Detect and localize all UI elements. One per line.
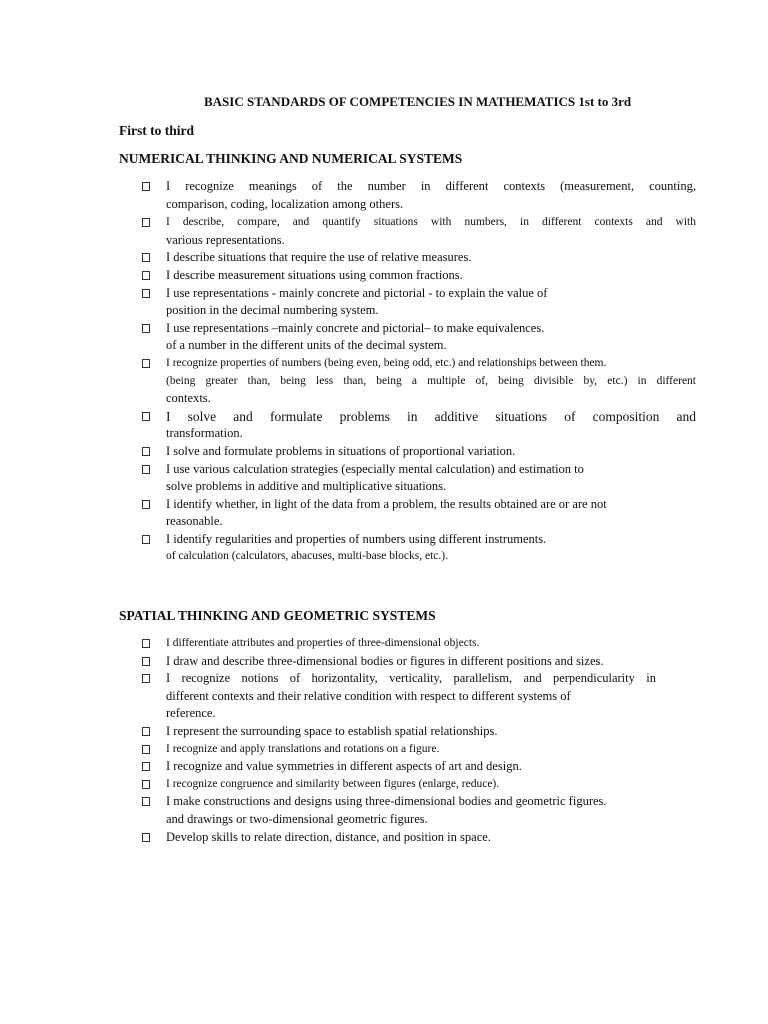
checkbox-bullet-icon — [142, 780, 150, 789]
document-subtitle: First to third — [119, 123, 194, 138]
list-item — [140, 670, 696, 723]
list-item — [140, 285, 696, 320]
checkbox-bullet-icon — [142, 500, 150, 509]
checkbox-bullet-icon — [142, 535, 150, 544]
item-text: I recognize and apply translations and rotations on a figure. — [166, 742, 440, 755]
item-text: different contexts and their relative condition with respect to different systems of — [166, 688, 571, 703]
item-text: I solve and formulate problems in situations of proportional variation. — [166, 443, 516, 458]
item-text: of a number in the different units of the decimal system. — [166, 338, 447, 353]
item-text: various representations. — [166, 232, 285, 247]
list-item — [140, 793, 696, 828]
list-item — [140, 653, 696, 671]
item-text: I identify regularities and properties of numbers using different instruments. — [166, 531, 547, 546]
numerical-list — [140, 178, 696, 566]
checkbox-bullet-icon — [142, 412, 150, 421]
item-text: of calculation (calculators, abacuses, multi-base blocks, etc.). — [166, 550, 448, 563]
checkbox-bullet-icon — [142, 447, 150, 456]
checkbox-bullet-icon — [142, 289, 150, 298]
list-item — [140, 267, 696, 285]
list-item — [140, 829, 696, 847]
list-item — [140, 741, 696, 759]
item-text: I use various calculation strategies (especially mental calculation) and estimation to — [166, 461, 584, 476]
checkbox-bullet-icon — [142, 762, 150, 771]
item-text: reference. — [166, 706, 216, 721]
checkbox-bullet-icon — [142, 833, 150, 842]
item-text: I use representations - mainly concrete and pictorial - to explain the value of — [166, 285, 548, 300]
list-item — [140, 320, 696, 355]
item-text: solve problems in additive and multiplicative situations. — [166, 479, 447, 494]
list-item — [140, 355, 696, 408]
item-text: I describe situations that require the use of relative measures. — [166, 250, 472, 265]
checkbox-bullet-icon — [142, 218, 150, 227]
list-item — [140, 249, 696, 267]
document-title: BASIC STANDARDS OF COMPETENCIES IN MATHEMATICS 1st to 3rd — [204, 94, 632, 109]
list-item — [140, 635, 696, 653]
item-text: I recognize meanings of the number in different contexts (measurement, counting, — [166, 179, 696, 193]
item-text: Develop skills to relate direction, distance, and position in space. — [166, 829, 491, 844]
item-text: I describe measurement situations using common fractions. — [166, 267, 463, 282]
checkbox-bullet-icon — [142, 324, 150, 333]
checkbox-bullet-icon — [142, 465, 150, 474]
list-item — [140, 723, 696, 741]
list-item — [140, 214, 696, 249]
item-text: I recognize congruence and similarity between figures (enlarge, reduce). — [166, 777, 500, 790]
item-text: I identify whether, in light of the data from a problem, the results obtained are or are not — [166, 496, 607, 511]
item-text: I represent the surrounding space to establish spatial relationships. — [166, 723, 498, 738]
item-text: I describe, compare, and quantify situations with numbers, in different contexts and with — [166, 216, 696, 229]
item-text: comparison, coding, localization among others. — [166, 196, 404, 211]
section-heading-spatial: SPATIAL THINKING AND GEOMETRIC SYSTEMS — [119, 608, 436, 623]
checkbox-bullet-icon — [142, 674, 150, 683]
item-text: contexts. — [166, 391, 211, 406]
item-text: position in the decimal numbering system. — [166, 303, 379, 318]
list-item — [140, 178, 696, 213]
checkbox-bullet-icon — [142, 727, 150, 736]
item-text: I recognize properties of numbers (being even, being odd, etc.) and relationships between them. — [166, 356, 607, 369]
checkbox-bullet-icon — [142, 797, 150, 806]
item-text: I recognize notions of horizontality, verticality, parallelism, and perpendicularity in — [166, 671, 656, 686]
checkbox-bullet-icon — [142, 271, 150, 280]
item-text: I recognize and value symmetries in different aspects of art and design. — [166, 759, 522, 774]
item-text: transformation. — [166, 426, 243, 441]
list-item — [140, 758, 696, 776]
checkbox-bullet-icon — [142, 657, 150, 666]
item-text: and drawings or two-dimensional geometric figures. — [166, 811, 428, 826]
checkbox-bullet-icon — [142, 745, 150, 754]
list-item — [140, 461, 696, 496]
item-text: I solve and formulate problems in additive situations of composition and — [166, 408, 696, 424]
list-item — [140, 496, 696, 531]
checkbox-bullet-icon — [142, 182, 150, 191]
item-text: I differentiate attributes and properties of three-dimensional objects. — [166, 637, 480, 649]
checkbox-bullet-icon — [142, 359, 150, 368]
spatial-list — [140, 635, 696, 846]
checkbox-bullet-icon — [142, 639, 150, 648]
list-item — [140, 776, 696, 794]
item-text: (being greater than, being less than, being a multiple of, being divisible by, etc.) in different — [166, 374, 696, 387]
checkbox-bullet-icon — [142, 253, 150, 262]
section-heading-numerical: NUMERICAL THINKING AND NUMERICAL SYSTEMS — [119, 151, 463, 166]
item-text: I draw and describe three-dimensional bodies or figures in different positions and sizes. — [166, 653, 604, 668]
list-item — [140, 443, 696, 461]
item-text: I use representations –mainly concrete and pictorial– to make equivalences. — [166, 320, 545, 335]
list-item — [140, 531, 696, 566]
list-item — [140, 408, 696, 443]
item-text: I make constructions and designs using three-dimensional bodies and geometric figures. — [166, 794, 607, 809]
item-text: reasonable. — [166, 514, 223, 529]
